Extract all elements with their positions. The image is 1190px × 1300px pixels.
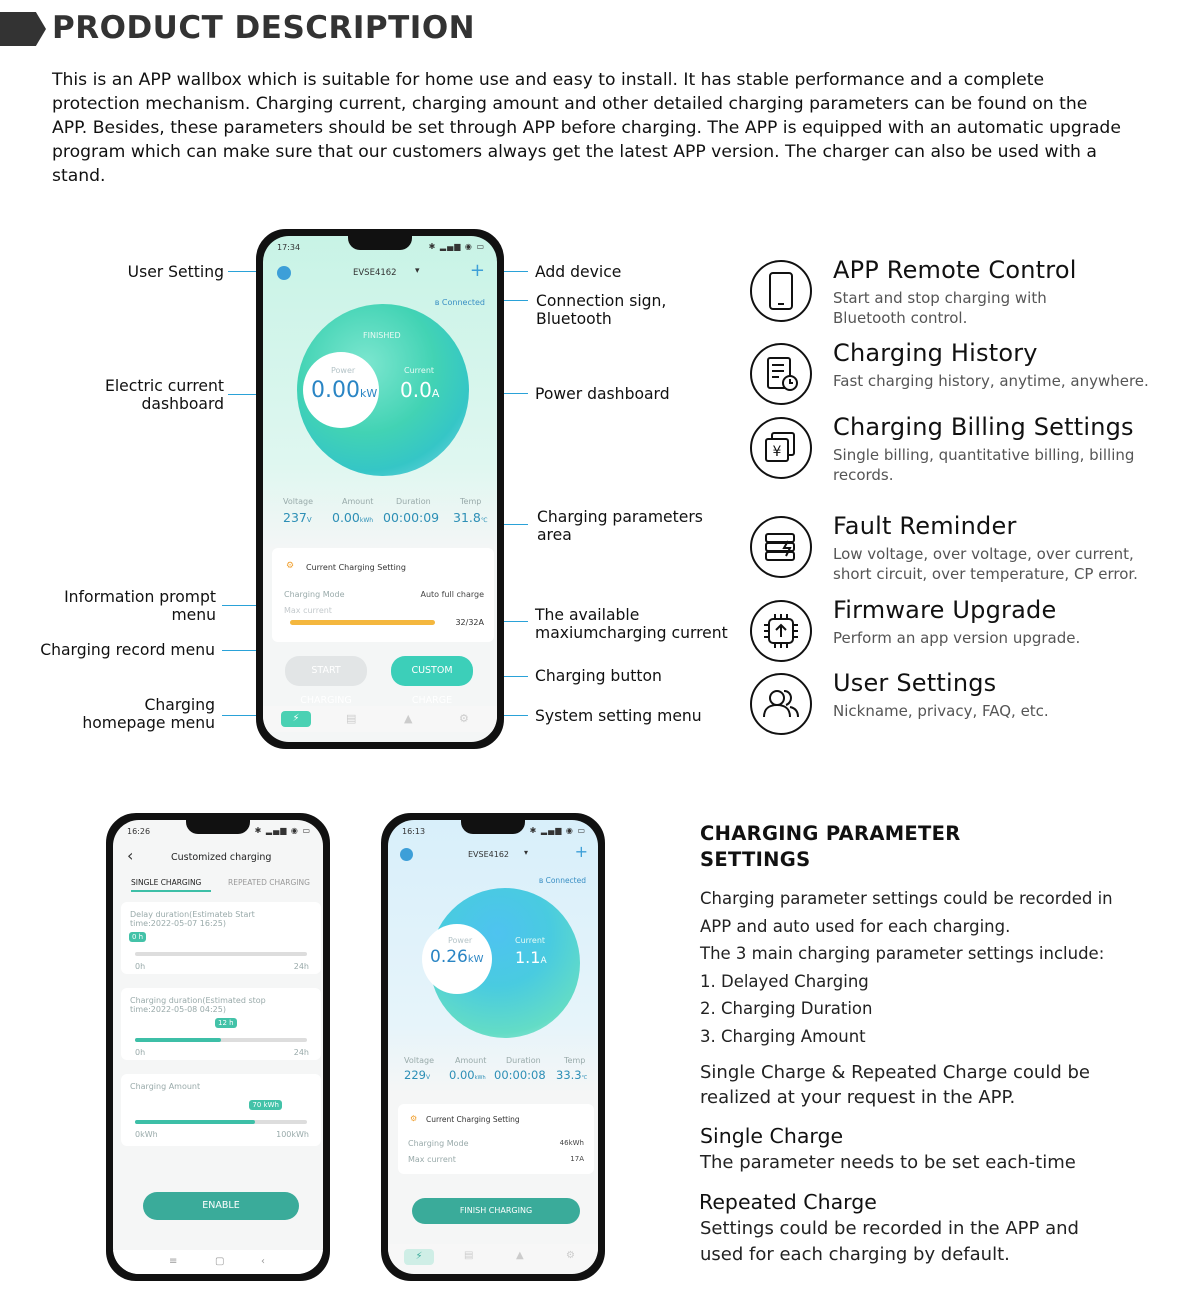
- status-time: 17:34: [277, 243, 301, 252]
- single-charge-desc: The parameter needs to be set each-time: [700, 1152, 1076, 1173]
- duration-label: Charging duration(Estimated stop time:2022-05-08 04:25): [130, 996, 266, 1014]
- android-nav: [113, 1250, 323, 1274]
- user-avatar-icon[interactable]: [277, 266, 291, 280]
- bottom-nav: [263, 706, 497, 732]
- params-section: [700, 821, 961, 873]
- temp-label: Temp: [564, 1056, 586, 1065]
- phone-notch: [461, 820, 525, 834]
- device-name[interactable]: EVSE4162: [353, 268, 397, 278]
- add-device-icon[interactable]: +: [469, 260, 485, 281]
- callout-charging-home: Charging homepage menu: [82, 696, 215, 732]
- amount-value: 0.00kWh: [449, 1068, 486, 1082]
- amount-max: 100kWh: [276, 1130, 309, 1139]
- repeated-charge-desc: [700, 1216, 1079, 1268]
- callout-electric-current: Electric current dashboard: [105, 377, 224, 413]
- feature-title: Firmware Upgrade: [833, 596, 1057, 624]
- home-icon[interactable]: ▢: [215, 1256, 225, 1267]
- status-icons: ✱ ▂▄▆ ◉ ▭: [529, 826, 586, 835]
- bluetooth-icon: ʙ: [434, 298, 442, 307]
- delay-min: 0h: [135, 962, 146, 971]
- amount-slider-fill: [135, 1120, 255, 1124]
- power-label: Power: [331, 366, 356, 375]
- setting-title: Current Charging Setting: [426, 1115, 520, 1124]
- intro-paragraph: This is an APP wallbox which is suitable for home use and easy to install. It has stable performance and a complete protection mechanism. Charging current, charging amount and other detailed charging parameters can be found on the APP. Besides, these parameters should be set through APP before charging. The APP is equipped with an automatic upgrade program which can make sure that our customers always get the latest APP version. The charger can also be used with a stand.: [52, 70, 1121, 186]
- status-icons: ✱ ▂▄▆ ◉ ▭: [254, 826, 311, 835]
- finish-charging-button[interactable]: FINISH CHARGING: [412, 1198, 580, 1224]
- history-icon: [750, 343, 812, 405]
- finished-status: FINISHED: [363, 331, 401, 340]
- params-line: Single Charge & Repeated Charge could be: [700, 1062, 1090, 1083]
- amount-label: Amount: [342, 497, 374, 506]
- params-line: APP and auto used for each charging.: [700, 916, 1011, 936]
- system-gear-icon[interactable]: ⚙: [459, 712, 469, 725]
- chevron-down-icon[interactable]: ▾: [524, 848, 529, 857]
- max-value: 32/32A: [455, 618, 484, 627]
- callout-power-dashboard: Power dashboard: [535, 385, 670, 403]
- current-label: Current: [515, 936, 546, 945]
- params-line: The 3 main charging parameter settings include:: [700, 944, 1105, 963]
- repeated-charge-heading: Repeated Charge: [699, 1190, 877, 1214]
- charging-record-icon[interactable]: ▤: [464, 1250, 474, 1261]
- feature-title: Fault Reminder: [833, 512, 1017, 540]
- start-charging-button[interactable]: START CHARGING: [285, 656, 367, 686]
- connected-badge: ʙ Connected: [434, 298, 485, 307]
- tab-underline: [131, 890, 211, 892]
- charging-record-icon[interactable]: ▤: [346, 712, 357, 725]
- amount-tag: 70 kWh: [249, 1100, 282, 1110]
- amount-value: 0.00kWh: [332, 510, 374, 525]
- amount-card: [121, 1074, 321, 1146]
- back-chevron-icon[interactable]: ‹: [127, 846, 134, 865]
- phone-main: [256, 229, 504, 749]
- feature-desc: Fast charging history, anytime, anywhere.: [833, 372, 1149, 390]
- phone-notch: [348, 236, 412, 250]
- temp-value: 31.8℃: [453, 510, 488, 525]
- callout-connection: Connection sign, Bluetooth: [536, 292, 667, 328]
- menu-icon[interactable]: ≡: [169, 1256, 178, 1267]
- callout-available-current: The available maxiumcharging current: [535, 606, 728, 642]
- params-single-repeated: [700, 1060, 1090, 1110]
- feature-title: Charging History: [833, 339, 1038, 367]
- current-value: 1.1A: [515, 948, 547, 967]
- callout-system-setting: System setting menu: [535, 707, 702, 725]
- charging-setting-card[interactable]: [398, 1104, 594, 1174]
- voltage-value: 237V: [283, 510, 312, 525]
- phone-icon: [750, 260, 812, 322]
- custom-title: Customized charging: [171, 852, 272, 863]
- device-name[interactable]: EVSE4162: [468, 850, 510, 859]
- params-item: 1. Delayed Charging: [700, 971, 869, 991]
- params-item: 2. Charging Duration: [700, 999, 873, 1018]
- params-line: realized at your request in the APP.: [700, 1087, 1016, 1108]
- feature-desc: Low voltage, over voltage, over current, short circuit, over temperature, CP error.: [833, 545, 1138, 583]
- feature-desc: Start and stop charging with Bluetooth control.: [833, 289, 1047, 327]
- delay-slider[interactable]: [135, 952, 307, 956]
- amount-min: 0kWh: [135, 1130, 158, 1139]
- charging-setting-card[interactable]: [272, 548, 494, 642]
- max-current-fill: [290, 620, 435, 625]
- max-value: 17A: [570, 1155, 584, 1163]
- delay-card: [121, 902, 321, 974]
- duration-label: Duration: [396, 497, 431, 506]
- callout-charging-record: Charging record menu: [40, 641, 215, 659]
- header-arrow-tab: [0, 12, 46, 46]
- delay-label: Delay duration(Estimateb Start time:2022-05-07 16:25): [130, 910, 255, 928]
- duration-max: 24h: [293, 1048, 309, 1057]
- duration-card: [121, 988, 321, 1060]
- custom-charge-button[interactable]: CUSTOM CHARGE: [391, 656, 473, 686]
- single-charge-heading: Single Charge: [700, 1124, 844, 1148]
- voltage-value: 229V: [404, 1068, 431, 1082]
- max-current-track: [290, 620, 435, 625]
- notification-bell-icon[interactable]: ▲: [404, 712, 413, 725]
- mode-value: 46kWh: [559, 1139, 584, 1147]
- duration-label: Duration: [506, 1056, 541, 1065]
- power-value: 0.00kW: [311, 378, 378, 403]
- callout-params-area: Charging parameters area: [537, 508, 703, 544]
- chip-icon: [750, 600, 812, 662]
- power-label: Power: [448, 936, 473, 945]
- duration-value: 00:00:09: [383, 510, 440, 525]
- back-icon[interactable]: ‹: [261, 1256, 265, 1267]
- callout-add-device: Add device: [535, 263, 622, 281]
- bluetooth-icon: ʙ: [538, 876, 546, 885]
- current-label: Current: [404, 366, 435, 375]
- callout-user-setting: User Setting: [127, 263, 224, 281]
- users-icon: [750, 673, 812, 735]
- page-title: PRODUCT DESCRIPTION: [52, 10, 476, 46]
- params-item: 3. Charging Amount: [700, 1026, 866, 1046]
- setting-gear-icon: ⚙: [286, 561, 295, 571]
- temp-value: 33.3℃: [556, 1068, 588, 1082]
- feature-title: User Settings: [833, 669, 997, 697]
- system-gear-icon[interactable]: ⚙: [566, 1250, 575, 1261]
- max-label: Max current: [408, 1155, 456, 1164]
- delay-tag: 0 h: [129, 932, 146, 942]
- tab-repeated-charging[interactable]: REPEATED CHARGING: [228, 878, 310, 887]
- enable-button[interactable]: ENABLE: [143, 1192, 299, 1220]
- params-title-2: SETTINGS: [700, 848, 811, 871]
- duration-value: 00:00:08: [494, 1068, 546, 1082]
- params-line: used for each charging by default.: [700, 1244, 1010, 1265]
- status-icons: ✱ ▂▄▆ ◉ ▭: [428, 242, 485, 251]
- billing-icon: [750, 417, 812, 479]
- max-label: Max current: [284, 606, 332, 615]
- user-avatar-icon[interactable]: [400, 848, 413, 861]
- mode-value: Auto full charge: [420, 590, 484, 599]
- setting-title: Current Charging Setting: [306, 563, 406, 572]
- feature-desc: Perform an app version upgrade.: [833, 629, 1081, 647]
- feature-desc: Single billing, quantitative billing, billing records.: [833, 446, 1135, 484]
- charging-home-icon[interactable]: ⚡: [281, 711, 311, 727]
- duration-slider-fill: [135, 1038, 221, 1042]
- voltage-label: Voltage: [283, 497, 314, 506]
- duration-tag: 12 h: [215, 1018, 237, 1028]
- delay-max: 24h: [293, 962, 309, 971]
- feature-title: Charging Billing Settings: [833, 413, 1134, 441]
- tab-single-charging[interactable]: SINGLE CHARGING: [131, 878, 202, 887]
- amount-label: Charging Amount: [130, 1082, 201, 1091]
- params-title-1: CHARGING PARAMETER: [700, 822, 961, 845]
- chevron-down-icon[interactable]: ▾: [415, 266, 420, 276]
- callout-info-prompt: Information prompt menu: [64, 588, 216, 624]
- mode-label: Charging Mode: [284, 590, 345, 599]
- phone-custom-charging: [106, 813, 330, 1281]
- status-time: 16:13: [402, 827, 426, 836]
- temp-label: Temp: [460, 497, 482, 506]
- params-body: [700, 885, 1113, 1050]
- svg-text:¥: ¥: [772, 444, 782, 460]
- feature-desc: Nickname, privacy, FAQ, etc.: [833, 702, 1049, 720]
- phone-notch: [186, 820, 250, 834]
- setting-gear-icon: ⚙: [410, 1114, 418, 1123]
- params-line: Charging parameter settings could be recorded in: [700, 889, 1113, 908]
- charging-home-icon[interactable]: ⚡: [404, 1249, 434, 1265]
- notification-bell-icon[interactable]: ▲: [516, 1250, 524, 1261]
- params-line: Settings could be recorded in the APP and: [700, 1218, 1079, 1239]
- connected-badge: ʙ Connected: [538, 876, 586, 885]
- amount-label: Amount: [455, 1056, 487, 1065]
- add-device-icon[interactable]: +: [574, 842, 588, 861]
- current-value: 0.0A: [400, 378, 440, 402]
- status-time: 16:26: [127, 827, 151, 836]
- phone-charging: [381, 813, 605, 1281]
- feature-title: APP Remote Control: [833, 256, 1077, 284]
- callout-charging-button: Charging button: [535, 667, 662, 685]
- voltage-label: Voltage: [404, 1056, 435, 1065]
- duration-min: 0h: [135, 1048, 146, 1057]
- power-value: 0.26kW: [430, 947, 484, 967]
- bottom-nav: [388, 1244, 598, 1270]
- mode-label: Charging Mode: [408, 1139, 469, 1148]
- fault-icon: [750, 516, 812, 578]
